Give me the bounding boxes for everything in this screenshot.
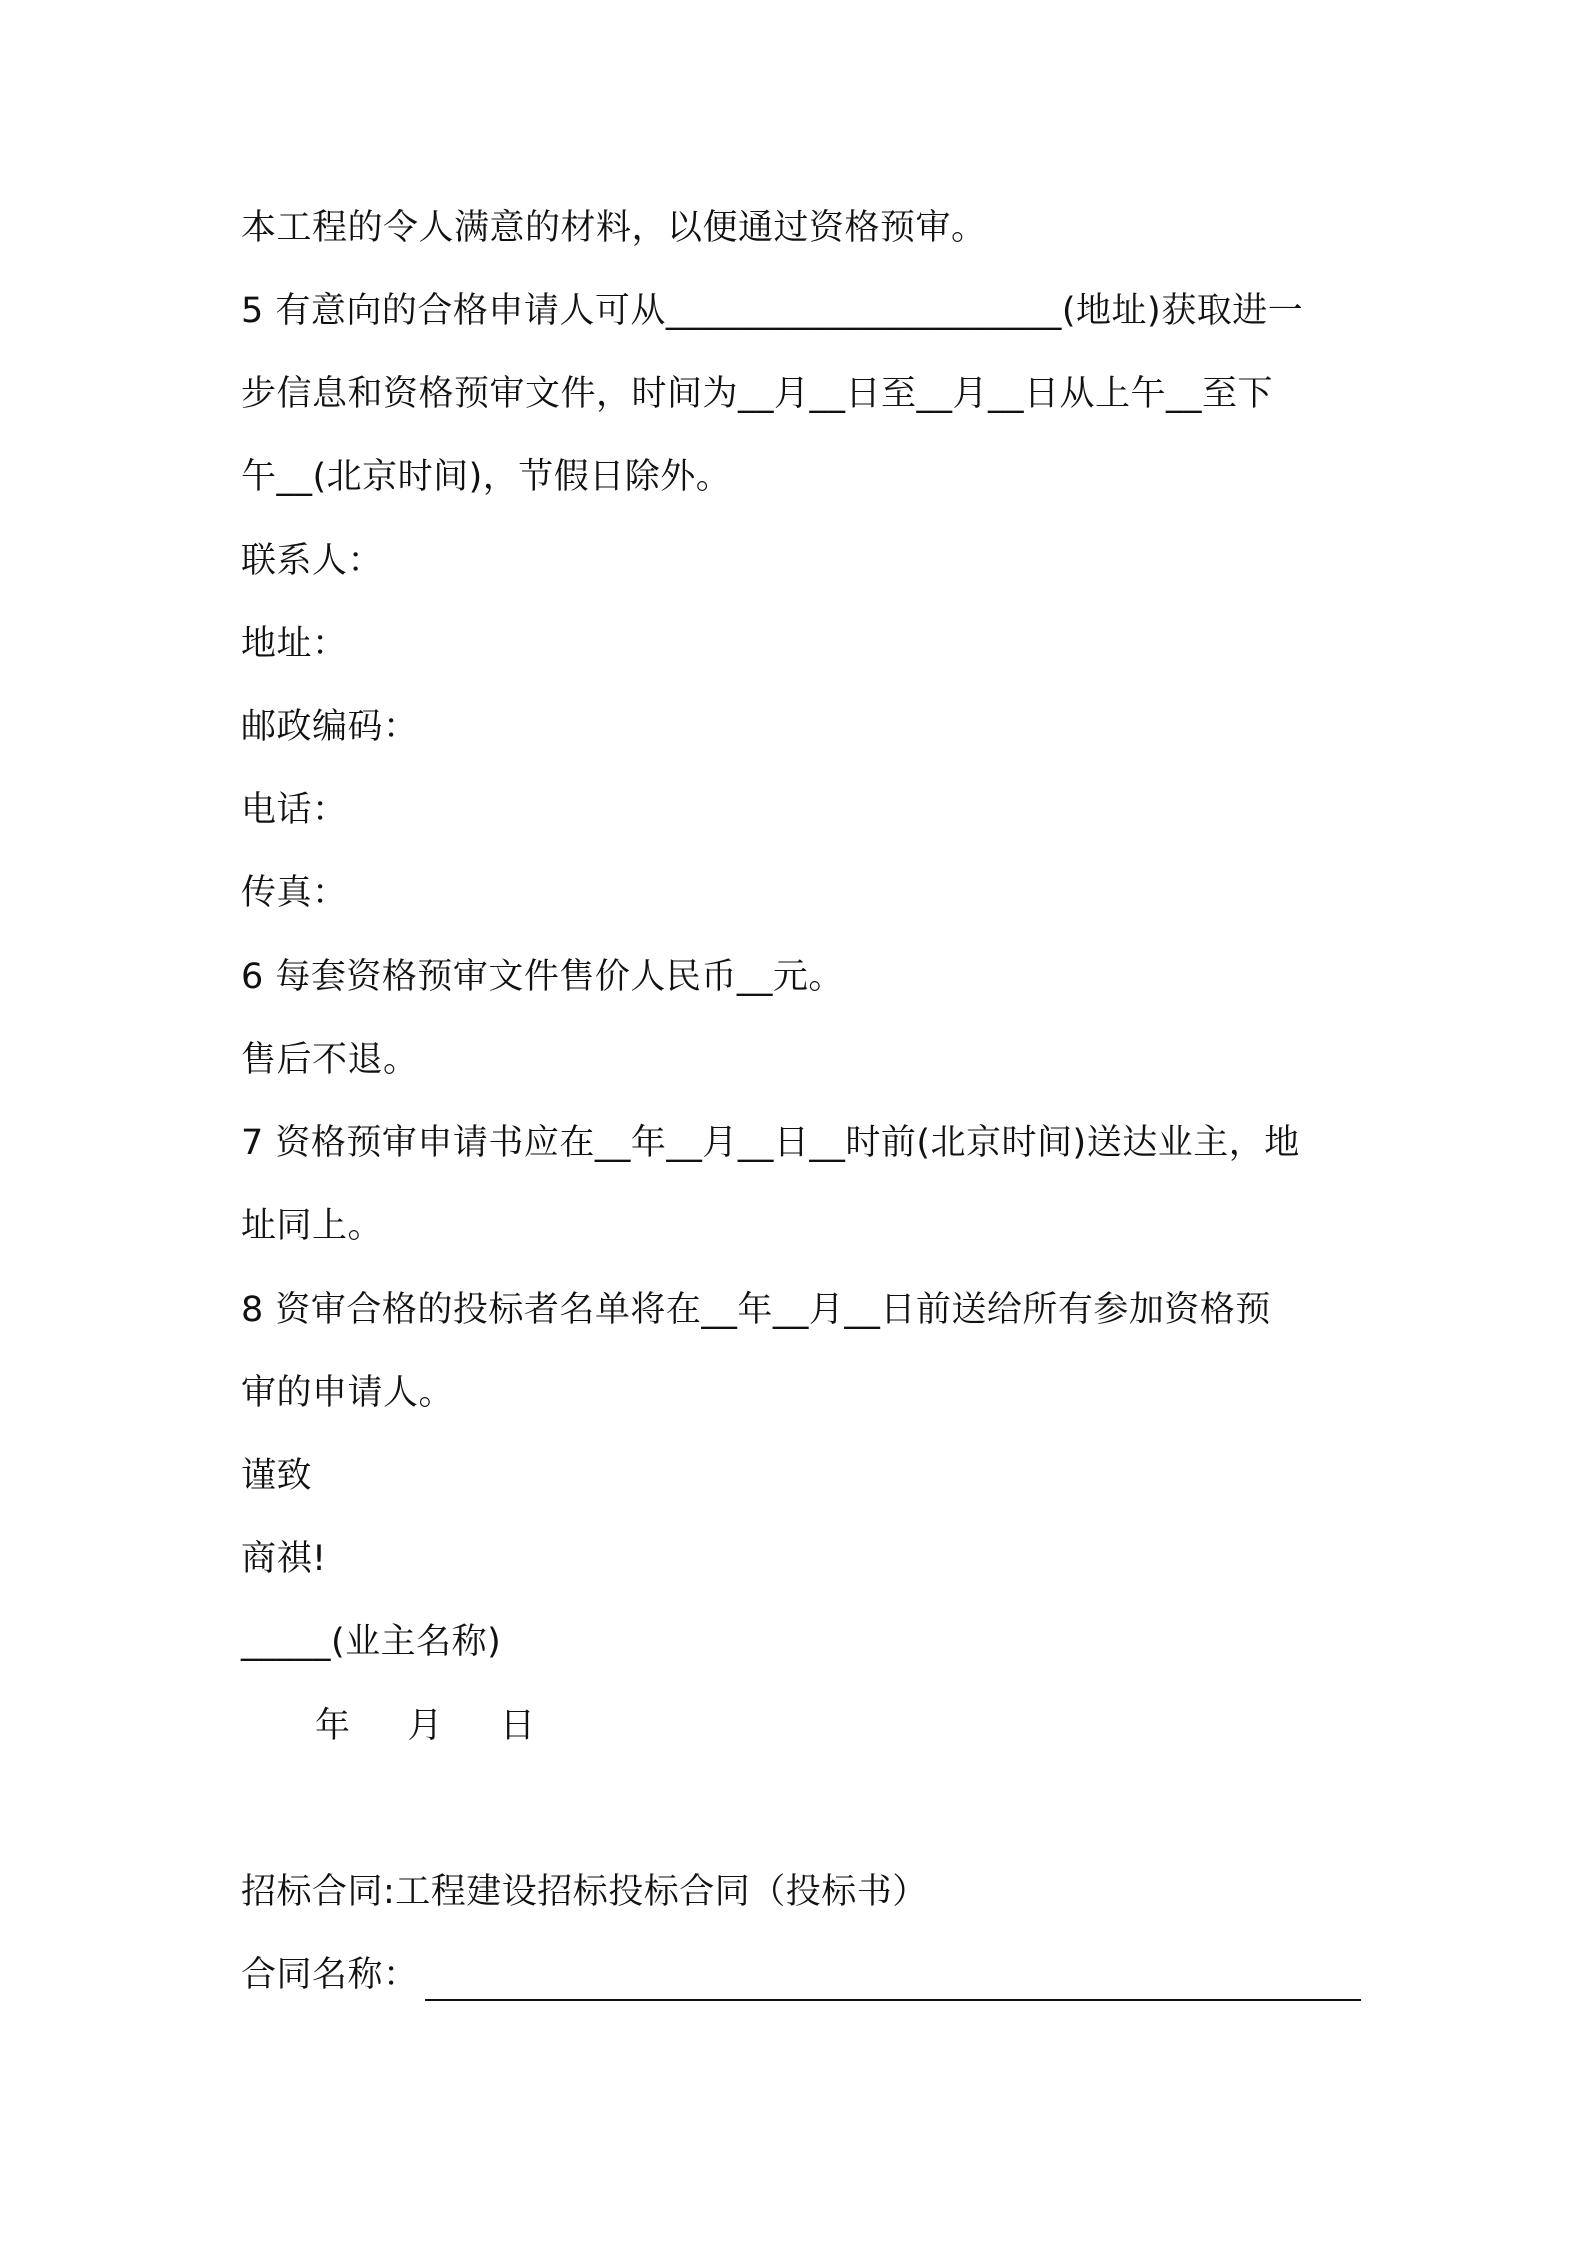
contract-name-label: 合同名称： xyxy=(241,1955,419,1995)
paragraph-line: 本工程的令人满意的材料，以便通过资格预审。 xyxy=(241,208,987,248)
closing-greeting: 谨致 xyxy=(241,1456,313,1496)
contract-name-row xyxy=(241,1949,1361,2001)
contract-title: 招标合同:工程建设招标投标合同（投标书） xyxy=(241,1872,928,1912)
paragraph-line: 售后不退。 xyxy=(241,1040,419,1080)
fax-label: 传真： xyxy=(241,873,348,913)
paragraph-line: 审的申请人。 xyxy=(241,1373,455,1413)
postal-code-label: 邮政编码： xyxy=(241,707,419,747)
paragraph-line: 步信息和资格预审文件，时间为__月__日至__月__日从上午__至下 xyxy=(241,374,1274,414)
phone-label: 电话： xyxy=(241,790,348,830)
owner-name-line: _____(业主名称) xyxy=(241,1622,502,1662)
contact-person-label: 联系人： xyxy=(241,541,384,581)
paragraph-line: 5 有意向的合格申请人可从______________________(地址)获取进一 xyxy=(241,291,1304,331)
date-year: 年 xyxy=(315,1706,351,1746)
date-day: 日 xyxy=(500,1706,536,1746)
contract-name-blank xyxy=(425,1967,1361,2001)
paragraph-line: 7 资格预审申请书应在__年__月__日__时前(北京时间)送达业主，地 xyxy=(241,1123,1300,1163)
paragraph-line: 6 每套资格预审文件售价人民币__元。 xyxy=(241,957,844,997)
paragraph-line: 址同上。 xyxy=(241,1206,384,1246)
paragraph-line: 8 资审合格的投标者名单将在__年__月__日前送给所有参加资格预 xyxy=(241,1290,1271,1330)
signature-date xyxy=(315,1700,1435,1752)
paragraph-line: 午__(北京时间)，节假日除外。 xyxy=(241,457,732,497)
address-label: 地址： xyxy=(241,624,348,664)
closing-salutation: 商祺! xyxy=(241,1539,327,1579)
date-month: 月 xyxy=(407,1706,444,1746)
